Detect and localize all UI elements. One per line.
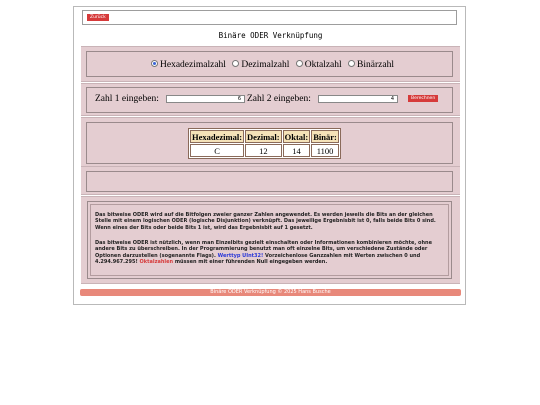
radio-dec[interactable] [232, 60, 239, 67]
header-dec: Dezimal: [247, 131, 280, 142]
page-container [73, 6, 466, 305]
footer: Binäre ODER Verknüpfung © 2025 Hans Busche [80, 289, 461, 296]
back-button[interactable]: Zurück [87, 14, 109, 21]
info-p2-range: Vorzeichenlose Ganzzahlen mit Werten zwischen 0 und 4.294.967.295! [95, 252, 421, 265]
number-system-box [86, 51, 453, 77]
info-p2-text: Das bitweise ODER ist nützlich, wenn man Einzelbits gezielt einschalten oder Informationen kombinieren möchte, ohne andere Bits zu überschreiben. In der Programmierung benutzt man oft einzelne Bits, um verschiedene Zustände oder Optionen darzustellen (sogenannte Flags). [95, 240, 432, 259]
uint32-link[interactable]: Werttyp UInt32! [217, 252, 264, 259]
result-value-row [190, 144, 339, 157]
number1-label: Zahl 1 eingeben: [95, 94, 159, 104]
empty-section [81, 166, 460, 195]
octal-note: Oktalzahlen [139, 258, 174, 265]
value-bin: 1100 [311, 144, 339, 157]
result-box [86, 122, 453, 164]
input-section [81, 83, 460, 116]
number2-label: Zahl 2 eingeben: [247, 94, 311, 104]
result-section [81, 117, 460, 168]
info-box [87, 201, 452, 279]
header-hex: Hexadezimal: [192, 131, 243, 142]
value-hex: C [190, 144, 244, 157]
info-inner [90, 204, 449, 276]
header-bin: Binär: [313, 131, 337, 142]
number2-input[interactable]: 4 [318, 95, 398, 103]
number-system-radios [87, 60, 454, 70]
radio-bin-label[interactable]: Binärzahl [357, 60, 394, 70]
info-paragraph-1: Das bitweise ODER wird auf die Bitfolgen zweier ganzer Zahlen angewendet. Es werden jeweils die Bits an der gleichen Stelle mit einem logischen ODER (logische Disjunktion) verknüpft. Das jeweilige Ergebnisbit ist 0, falls beide Bits 0 sind. Wenn eines der Bits oder beide Bits 1 ist, wird das Ergebnisbit auf 1 gesetzt. [95, 212, 436, 231]
radio-bin[interactable] [348, 60, 355, 67]
top-bar [82, 10, 457, 25]
result-table [188, 128, 341, 159]
number1-input[interactable]: 6 [166, 95, 245, 103]
radio-hex[interactable] [151, 60, 158, 67]
value-dec: 12 [245, 144, 282, 157]
info-p2-end: müssen mit einer führenden Null eingegeben werden. [174, 258, 328, 265]
value-oct: 14 [283, 144, 311, 157]
empty-box [86, 171, 453, 192]
radio-oct-label[interactable]: Oktalzahl [304, 60, 342, 70]
page-title: Binäre ODER Verknüpfung [218, 31, 323, 40]
radio-hex-label[interactable]: Hexadezimalzahl [160, 60, 226, 70]
calculate-button[interactable]: Berechnen [408, 95, 438, 102]
info-paragraph-2 [95, 240, 445, 265]
header-oct: Oktal: [284, 131, 309, 142]
number-system-section [81, 46, 460, 82]
radio-oct[interactable] [296, 60, 303, 67]
input-box [86, 87, 453, 113]
radio-dec-label[interactable]: Dezimalzahl [241, 60, 290, 70]
result-header-row [190, 130, 339, 143]
